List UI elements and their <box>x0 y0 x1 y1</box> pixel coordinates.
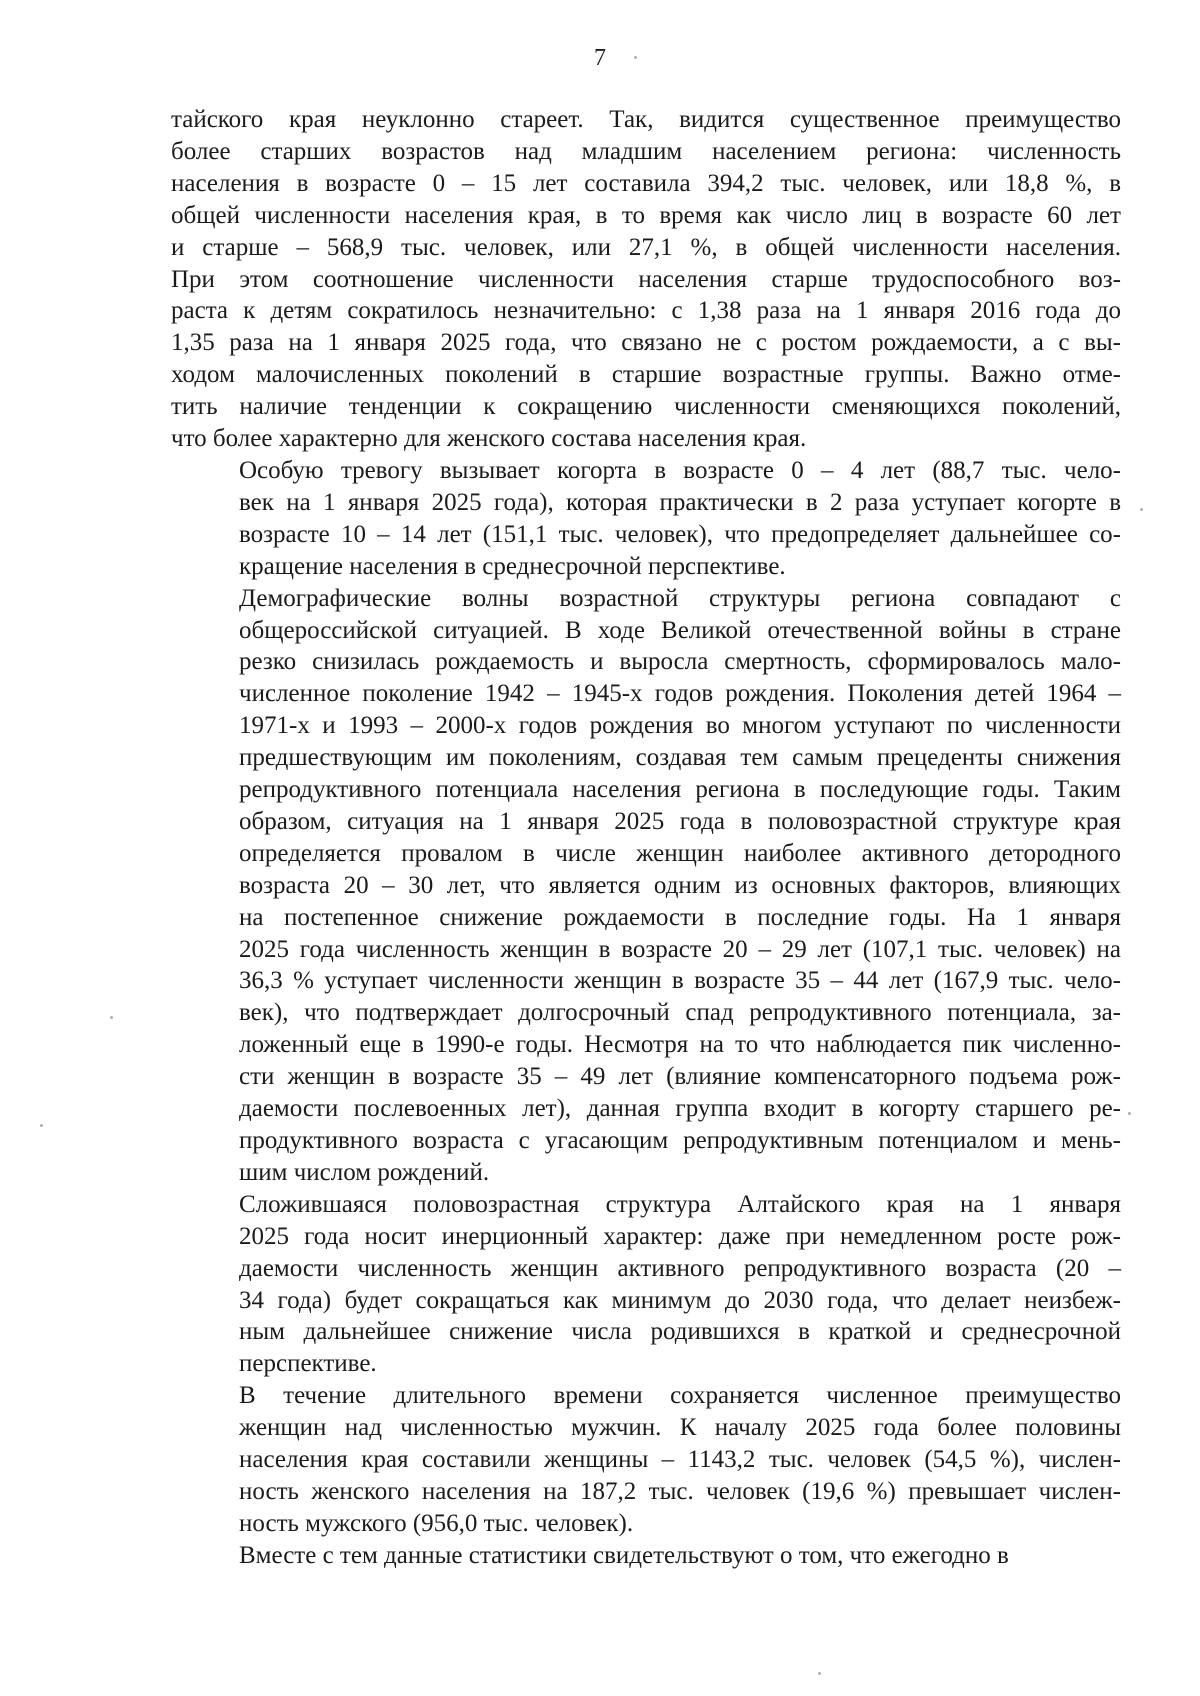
text-line: возраста 20 – 30 лет, что является одним из основных факторов, влияющих <box>239 871 1121 899</box>
text-line: сти женщин в возрасте 35 – 49 лет (влияние компенсаторного подъема рож- <box>239 1063 1121 1091</box>
text-line: продуктивного возраста с угасающим репродуктивным потенциалом и мень- <box>239 1127 1121 1154</box>
scan-speck <box>634 56 637 59</box>
text-line: более старших возрастов над младшим населением региона: численность <box>171 137 1121 165</box>
text-line: определяется провалом в числе женщин наиболее активного детородного <box>239 839 1121 867</box>
scan-speck <box>818 1672 821 1675</box>
text-line: тайского края неуклонно стареет. Так, видится существенное преимущество <box>171 106 1121 133</box>
text-line: ность мужского (956,0 тыс. человек). <box>239 1509 634 1537</box>
text-line: раста к детям сократилось незначительно: с 1,38 раза на 1 января 2016 года до <box>171 297 1121 325</box>
text-line: 1,35 раза на 1 января 2025 года, что связано не с ростом рождаемости, а с вы- <box>171 329 1121 357</box>
text-line: населения в возрасте 0 – 15 лет составила 394,2 тыс. человек, или 18,8 %, в <box>171 169 1121 197</box>
text-line: тить наличие тенденции к сокращению численности сменяющихся поколений, <box>171 393 1121 421</box>
text-line: ходом малочисленных поколений в старшие возрастные группы. Важно отме- <box>171 361 1121 389</box>
text-line: В течение длительного времени сохраняется численное преимущество <box>239 1382 1121 1410</box>
text-line: шим числом рождений. <box>239 1158 490 1186</box>
text-line: ность женского населения на 187,2 тыс. человек (19,6 %) превышает числен- <box>239 1477 1121 1505</box>
document-body <box>171 104 1121 1572</box>
scan-speck <box>1128 1112 1131 1115</box>
text-line: репродуктивного потенциала населения региона в последующие годы. Таким <box>239 776 1121 804</box>
scan-speck <box>40 1124 43 1127</box>
text-line: 2025 года численность женщин в возрасте 20 – 29 лет (107,1 тыс. человек) на <box>239 935 1121 963</box>
text-line: возрасте 10 – 14 лет (151,1 тыс. человек), что предопределяет дальнейшее со- <box>239 520 1121 548</box>
text-line: и старше – 568,9 тыс. человек, или 27,1 %, в общей численности населения. <box>171 233 1121 261</box>
text-line: даемости численность женщин активного репродуктивного возраста (20 – <box>239 1254 1121 1282</box>
text-line: ложенный еще в 1990-е годы. Несмотря на то что наблюдается пик численно- <box>239 1031 1121 1059</box>
paragraph <box>171 455 1121 583</box>
text-line: Демографические волны возрастной структуры региона совпадают с <box>239 584 1121 612</box>
text-line: Сложившаяся половозрастная структура Алтайского края на 1 января <box>239 1190 1121 1218</box>
text-line: Вместе с тем данные статистики свидетельствуют о том, что ежегодно в <box>239 1541 1009 1569</box>
paragraph <box>171 1380 1121 1540</box>
text-line: предшествующим им поколениям, создавая тем самым прецеденты снижения <box>239 744 1121 772</box>
text-line: 1971-х и 1993 – 2000-х годов рождения во многом уступают по численности <box>239 712 1121 740</box>
text-line: 2025 года носит инерционный характер: даже при немедленном росте рож- <box>239 1222 1121 1250</box>
text-line: женщин над численностью мужчин. К началу 2025 года более половины <box>239 1414 1121 1442</box>
scan-speck <box>1140 508 1143 511</box>
text-line: что более характерно для женского состава населения края. <box>171 425 807 453</box>
text-line: населения края составили женщины – 1143,2 тыс. человек (54,5 %), числен- <box>239 1446 1121 1474</box>
text-line: 36,3 % уступает численности женщин в возрасте 35 – 44 лет (167,9 тыс. чело- <box>239 967 1121 995</box>
text-line: век), что подтверждает долгосрочный спад репродуктивного потенциала, за- <box>239 999 1121 1027</box>
text-line: Особую тревогу вызывает когорта в возрасте 0 – 4 лет (88,7 тыс. чело- <box>239 456 1121 484</box>
text-line: век на 1 января 2025 года), которая практически в 2 раза уступает когорте в <box>239 488 1121 516</box>
text-line: численное поколение 1942 – 1945-х годов рождения. Поколения детей 1964 – <box>239 680 1121 708</box>
page-number: 7 <box>594 45 606 71</box>
scan-speck <box>110 1016 113 1019</box>
text-line: ным дальнейшее снижение числа родившихся в краткой и среднесрочной <box>239 1318 1121 1346</box>
paragraph <box>171 1540 1121 1572</box>
paragraph <box>171 583 1121 1189</box>
text-line: общероссийской ситуацией. В ходе Великой отечественной войны в стране <box>239 616 1121 644</box>
text-line: резко снизилась рождаемость и выросла смертность, сформировалось мало- <box>239 648 1121 676</box>
text-line: кращение населения в среднесрочной перспективе. <box>239 552 786 580</box>
text-line: 34 года) будет сокращаться как минимум до 2030 года, что делает неизбеж- <box>239 1286 1121 1314</box>
text-line: общей численности населения края, в то время как число лиц в возрасте 60 лет <box>171 201 1121 229</box>
paragraph <box>171 1189 1121 1380</box>
text-line: перспективе. <box>239 1350 377 1378</box>
paragraph <box>171 104 1121 455</box>
text-line: на постепенное снижение рождаемости в последние годы. На 1 января <box>239 903 1121 931</box>
text-line: При этом соотношение численности населения старше трудоспособного воз- <box>171 265 1121 293</box>
text-line: образом, ситуация на 1 января 2025 года в половозрастной структуре края <box>239 807 1121 835</box>
text-line: даемости послевоенных лет), данная группа входит в когорту старшего ре- <box>239 1095 1121 1123</box>
